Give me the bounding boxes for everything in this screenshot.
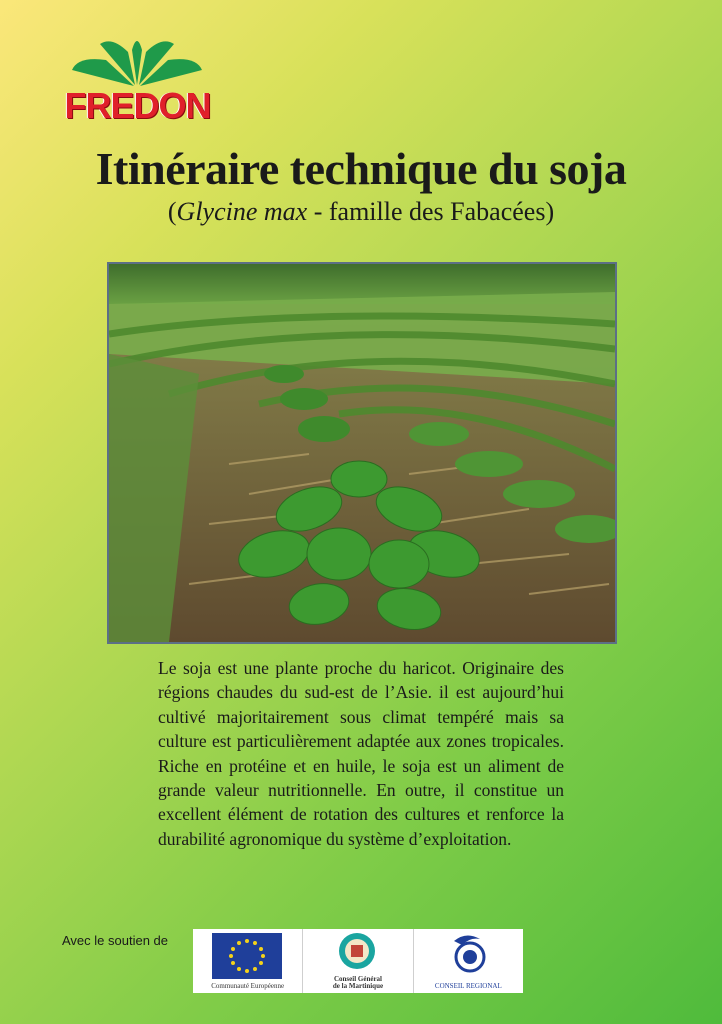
soybean-field-photo bbox=[107, 262, 617, 644]
sponsor-cg-caption: Conseil Général de la Martinique bbox=[332, 975, 384, 990]
sponsor-cr-caption: CONSEIL REGIONAL bbox=[434, 982, 502, 990]
sponsor-logos bbox=[193, 929, 523, 993]
sponsor-eu-caption: Communauté Européenne bbox=[211, 982, 285, 990]
sponsor-conseil-general bbox=[303, 929, 413, 993]
species-name: Glycine max bbox=[176, 197, 308, 226]
palm-leaf-icon bbox=[60, 30, 215, 90]
fredon-logo bbox=[60, 30, 215, 125]
conseil-general-emblem-icon bbox=[337, 931, 377, 971]
sponsor-conseil-regional bbox=[414, 929, 523, 993]
page-title: Itinéraire technique du soja bbox=[95, 143, 627, 194]
logo-wordmark: FREDON bbox=[64, 85, 211, 126]
eu-flag-icon bbox=[212, 933, 282, 979]
sponsor-eu bbox=[193, 929, 303, 993]
support-label: Avec le soutien de bbox=[62, 933, 168, 948]
page-subtitle: (Glycine max - famille des Fabacées) bbox=[167, 197, 555, 226]
intro-paragraph: Le soja est une plante proche du haricot. Originaire des régions chaudes du sud-est de l’Asie. il est aujourd’hui cultivé majoritairement sous climat tempéré mais sa culture est particulièrement adaptée aux zones tropicales. Riche en protéine et en huile, le soja est un aliment de grande valeur nutritionnelle. En outre, il constitue un excellent élément de rotation des cultures et renforce la durabilité agronomique du système d’exploitation. bbox=[158, 658, 564, 849]
conseil-regional-emblem-icon bbox=[446, 931, 492, 975]
